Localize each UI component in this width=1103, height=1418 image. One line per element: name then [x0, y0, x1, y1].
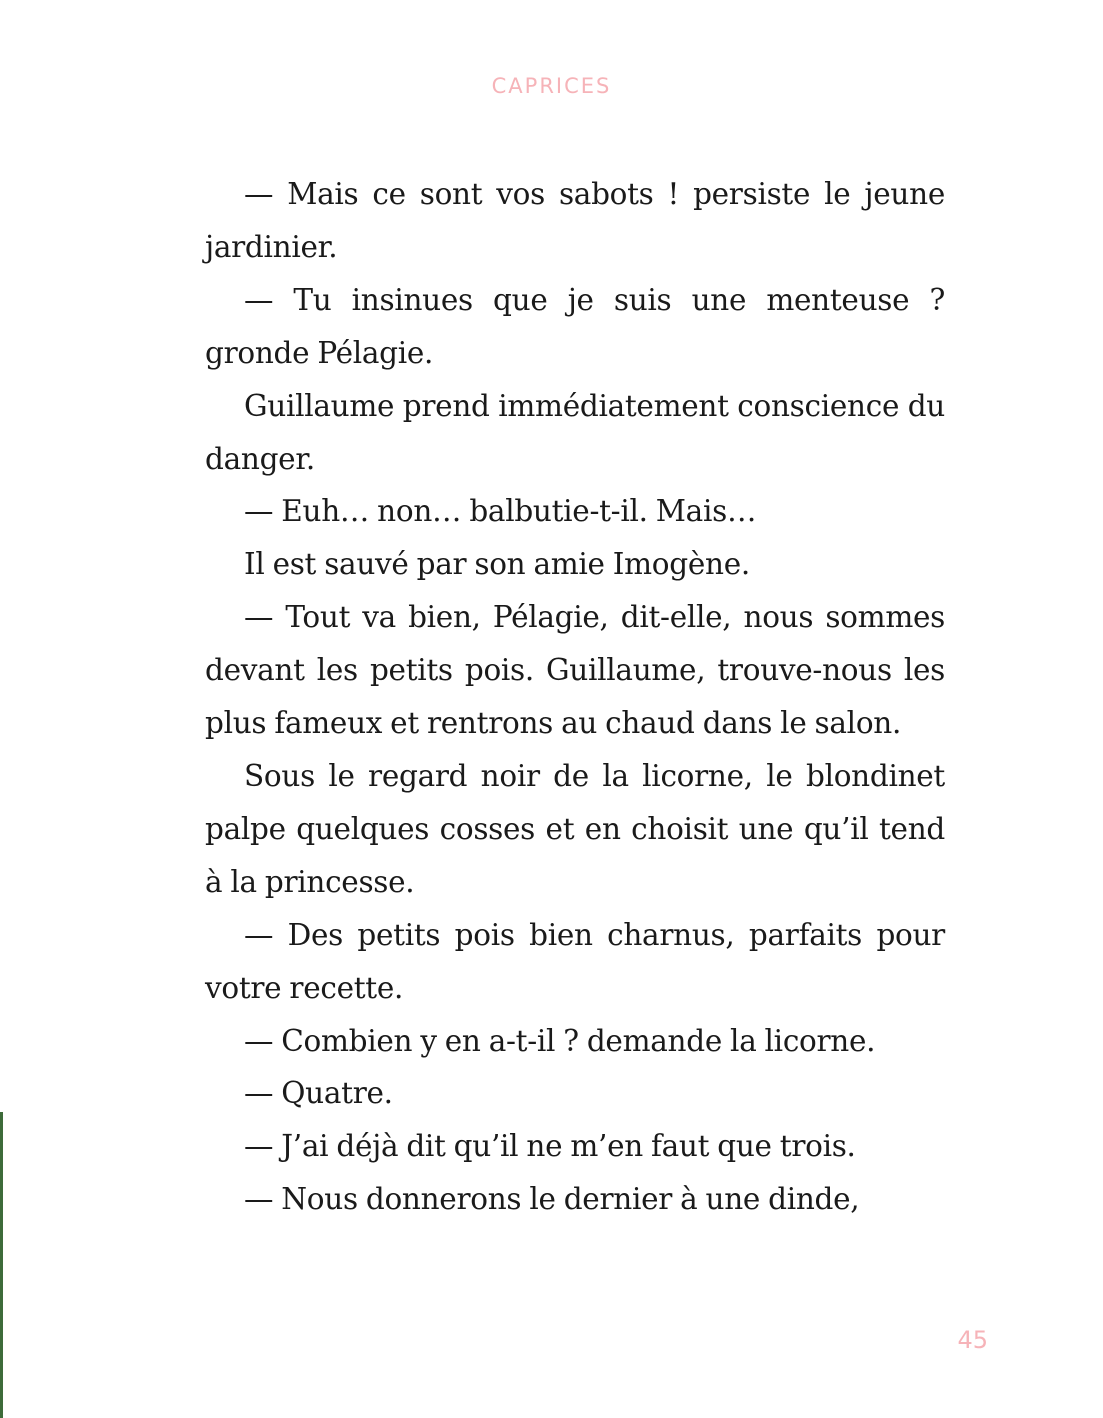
paragraph: — Des petits pois bien charnus, parfaits pour votre recette.: [205, 917, 945, 1005]
paragraph: — Tu insinues que je suis une menteuse ? gronde Pélagie.: [205, 282, 945, 370]
paragraph: — Mais ce sont vos sabots ! persiste le jeune jardinier.: [205, 177, 945, 264]
paragraph: — Tout va bien, Pélagie, dit-elle, nous sommes devant les petits pois. Guillaume, trouve-nous les plus fameux et rentrons au chaud dans le salon.: [205, 600, 945, 741]
paragraph: — Combien y en a-t-il ? demande la licorne.: [244, 1023, 876, 1058]
paragraph: Il est sauvé par son amie Imogène.: [244, 547, 750, 582]
body-text: [205, 168, 945, 1226]
paragraph: Guillaume prend immédiatement conscience du danger.: [205, 388, 945, 476]
paragraph: — J’ai déjà dit qu’il ne m’en faut que trois.: [244, 1129, 856, 1164]
page-edge-line: [0, 1112, 3, 1418]
paragraph: — Euh… non… balbutie-t-il. Mais…: [244, 494, 757, 529]
paragraph: — Quatre.: [244, 1076, 393, 1111]
paragraph: — Nous donnerons le dernier à une dinde,: [244, 1182, 860, 1217]
running-head: CAPRICES: [491, 74, 612, 98]
page-number: 45: [957, 1326, 988, 1354]
paragraph: Sous le regard noir de la licorne, le blondinet palpe quelques cosses et en choisit une qu’il tend à la princesse.: [205, 758, 945, 899]
